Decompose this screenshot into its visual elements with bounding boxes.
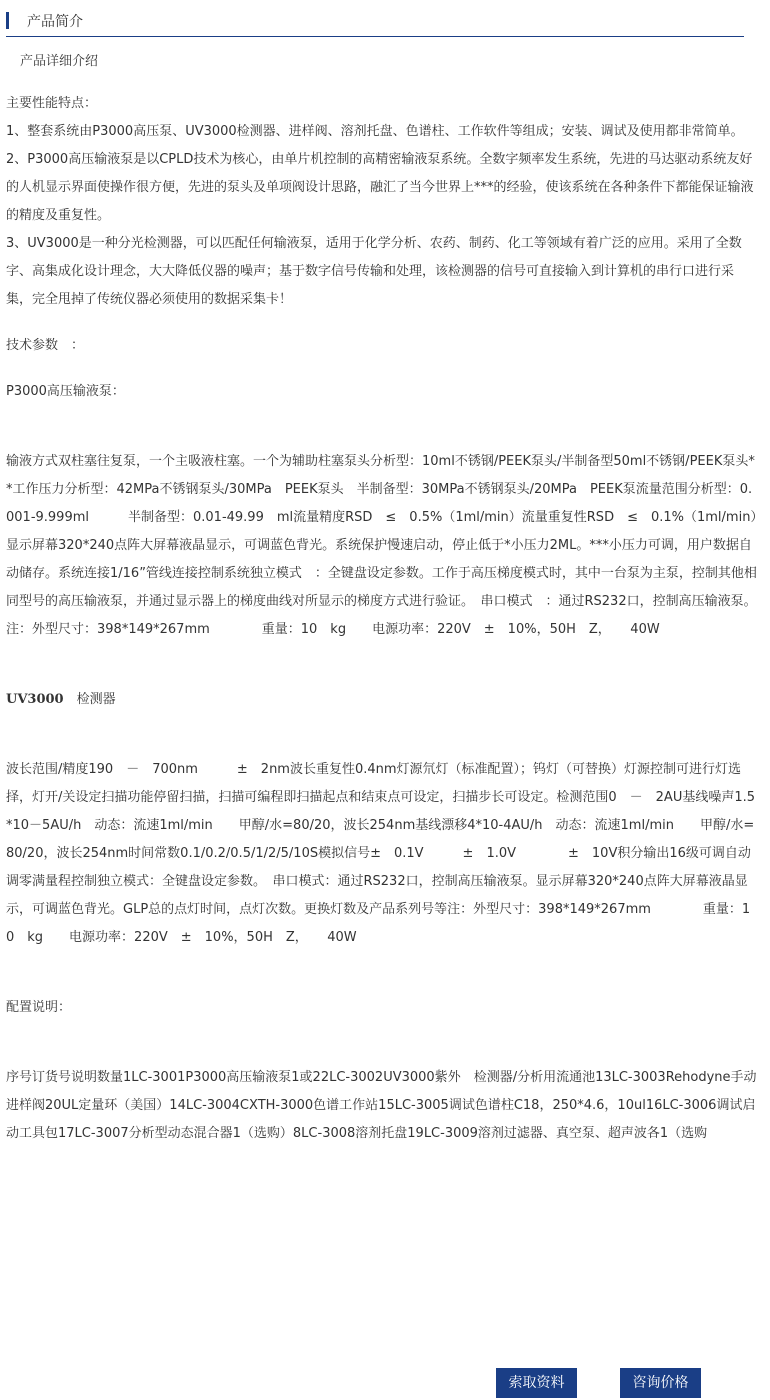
config-heading: 配置说明： [6, 1000, 72, 1015]
pump-specs: 输液方式双柱塞往复泵，一个主吸液柱塞。一个为辅助柱塞泵头分析型：10ml不锈钢/PEEK泵头/半制备型50ml不锈钢/PEEK泵头**工作压力分析型：42MPa不锈钢泵头/30MPa PEEK泵头 半制备型：30MPa不锈钢泵头/20MPa PEEK泵流量范围分析型：0.001-9.999ml 半制备型：0.01-49.99 ml流量精度RSD ≤ 0.5%（1ml/min）流量重复性RSD ≤ 0.1%（1ml/min）显示屏幕320*240点阵大屏幕液晶显示，可调蓝色背光。系统保护慢速启动，停止低于*小压力2ML。***小压力可调，用户数据自动储存。系统连接1/16”管线连接控制系统独立模式 ：全键盘设定参数。工作于高压梯度模式时，其中一台泵为主泵，控制其他相同型号的高压输液泵，并通过显示器上的梯度曲线对所显示的梯度方式进行验证。 串口模式 ：通过RS232口，控制高压输液泵。注：外型尺寸：398*149*267mm 重量：10 kg 电源功率：220V ± 10%，50H Z， 40W [6, 454, 757, 637]
detector-suffix: 检测器 [63, 692, 116, 707]
feature-item-3: 3、UV3000是一种分光检测器，可以匹配任何输液泵，适用于化学分析、农药、制药、化工等领域有着广泛的应用。采用了全数字、高集成化设计理念，大大降低仪器的噪声；基于数字信号传输和处理，该检测器的信号可直接输入到计算机的串行口进行采集，完全甩掉了传统仪器必须使用的数据采集卡！ [6, 236, 742, 307]
config-text: 序号订货号说明数量1LC-3001P3000高压输液泵1或22LC-3002UV3000紫外 检测器/分析用流通池13LC-3003Rehodyne手动进样阀20UL定量环（美国）14LC-3004CXTH-3000色谱工作站15LC-3005调试色谱柱C18，250*4.6，10ul16LC-3006调试启动工具包17LC-3007分析型动态混合器1（选购）8LC-3008溶剂托盘19LC-3009溶剂过滤器、真空泵、超声波各1（选购 [6, 1070, 757, 1141]
section-header [6, 8, 744, 37]
consult-price-button[interactable]: 咨询价格 [620, 1368, 701, 1398]
section-accent-bar [6, 12, 9, 29]
detector-name: UV3000 [6, 692, 64, 707]
features-heading: 主要性能特点： [6, 96, 98, 111]
product-content [6, 48, 758, 1148]
section-title: 产品简介 [27, 14, 83, 30]
request-info-button[interactable]: 索取资料 [496, 1368, 577, 1398]
feature-item-2: 2、P3000高压输液泵是以CPLD技术为核心，由单片机控制的高精密输液泵系统。全数字频率发生系统，先进的马达驱动系统友好的人机显示界面使操作很方便，先进的泵头及单项阀设计思路，融汇了当今世界上***的经验，使该系统在各种条件下都能保证输液的精度及重复性。 [6, 152, 754, 223]
feature-item-1: 1、整套系统由P3000高压泵、UV3000检测器、进样阀、溶剂托盘、色谱柱、工作软件等组成；安装、调试及使用都非常简单。 [6, 124, 744, 139]
detector-title [6, 686, 758, 714]
pump-title: P3000高压输液泵： [6, 384, 125, 399]
tech-heading: 技术参数 ： [6, 338, 85, 353]
detail-subtitle: 产品详细介绍 [20, 54, 99, 69]
detector-specs: 波长范围/精度190 － 700nm ± 2nm波长重复性0.4nm灯源氘灯（标准配置）；钨灯（可替换）灯源控制可进行灯选择，灯开/关设定扫描功能停留扫描，扫描可编程即扫描起点和结束点可设定，扫描步长可设定。检测范围0 － 2AU基线噪声1.5*10－5AU/h 动态：流速1ml/min 甲醇/水=80/20，波长254nm基线漂移4*10-4AU/h 动态：流速1ml/min 甲醇/水=80/20，波长254nm时间常数0.1/0.2/0.5/1/2/5/10S模拟信号± 0.1V ± 1.0V ± 10V积分输出16级可调自动调零满量程控制独立模式：全键盘设定参数。 串口模式：通过RS232口，控制高压输液泵。显示屏幕320*240点阵大屏幕液晶显示，可调蓝色背光。GLP总的点灯时间，点灯次数。更换灯数及产品系列号等注：外型尺寸：398*149*267mm 重量：10 kg 电源功率：220V ± 10%，50H Z， 40W [6, 762, 756, 945]
